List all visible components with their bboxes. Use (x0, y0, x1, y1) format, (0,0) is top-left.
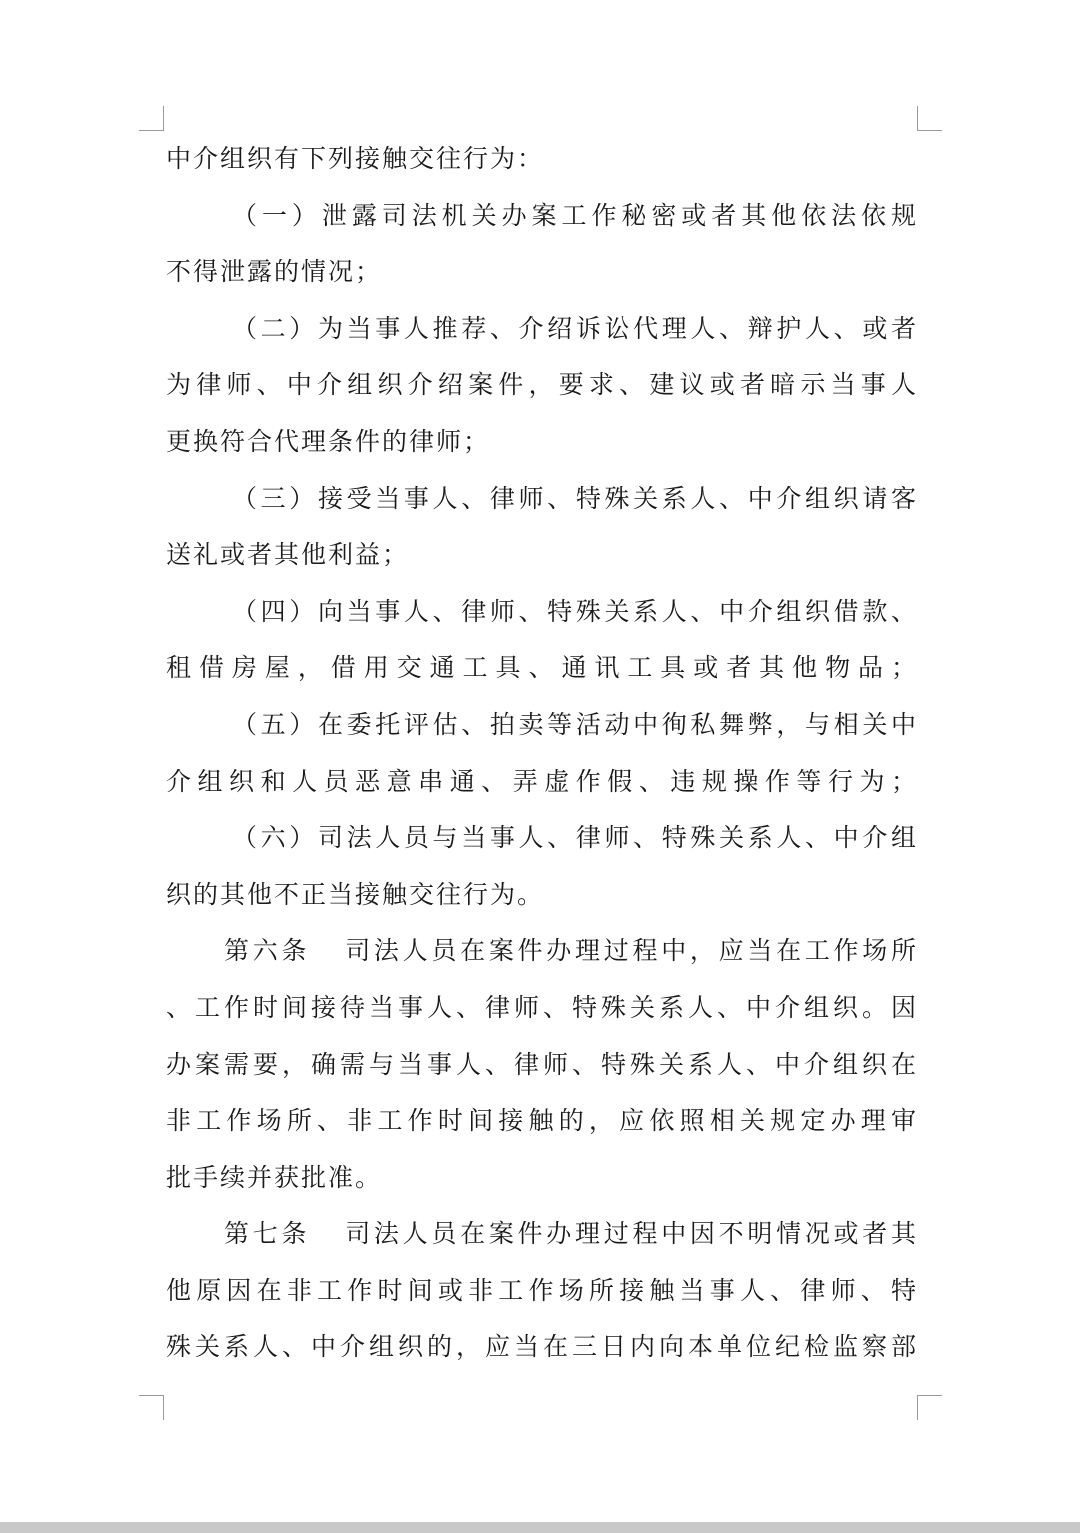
text-line: （六）司法人员与当事人、律师、特殊关系人、中介组 (232, 823, 918, 853)
text-line: 非工作场所、非工作时间接触的，应依照相关规定办理审 (166, 1106, 918, 1136)
text-line: 送礼或者其他利益； (166, 540, 410, 570)
page-bottom-edge (0, 1522, 1080, 1533)
margin-corner-top-left (139, 106, 164, 131)
text-line: 更换符合代理条件的律师； (166, 426, 491, 456)
margin-corner-top-right (917, 106, 942, 131)
article-heading-line: 第六条 司法人员在案件办理过程中，应当在工作场所 (224, 936, 918, 966)
article-heading-line: 第七条 司法人员在案件办理过程中因不明情况或者其 (224, 1219, 918, 1249)
text-line: 他原因在非工作时间或非工作场所接触当事人、律师、特 (166, 1275, 918, 1305)
text-line: 批手续并获批准。 (166, 1162, 383, 1192)
text-line: （五）在委托评估、拍卖等活动中徇私舞弊，与相关中 (232, 709, 918, 739)
text-line: 殊关系人、中介组织的，应当在三日内向本单位纪检监察部 (166, 1332, 918, 1362)
text-line: （二）为当事人推荐、介绍诉讼代理人、辩护人、或者 (232, 313, 918, 343)
text-line: 不得泄露的情况； (166, 257, 383, 287)
text-line: 介组织和人员恶意串通、弄虚作假、违规操作等行为； (166, 766, 918, 796)
text-line: 办案需要，确需与当事人、律师、特殊关系人、中介组织在 (166, 1049, 918, 1079)
text-line: 为律师、中介组织介绍案件，要求、建议或者暗示当事人 (166, 370, 918, 400)
text-line: 租借房屋，借用交通工具、通讯工具或者其他物品； (166, 653, 918, 683)
text-line: （四）向当事人、律师、特殊关系人、中介组织借款、 (232, 596, 918, 626)
margin-corner-bottom-right (917, 1395, 942, 1420)
margin-corner-bottom-left (139, 1395, 164, 1420)
text-line: 、工作时间接待当事人、律师、特殊关系人、中介组织。因 (166, 992, 918, 1022)
text-line: 织的其他不正当接触交往行为。 (166, 879, 545, 909)
document-body (166, 131, 918, 1376)
text-line: 中介组织有下列接触交往行为： (166, 144, 545, 173)
text-line: （三）接受当事人、律师、特殊关系人、中介组织请客 (232, 483, 918, 513)
text-line: （一）泄露司法机关办案工作秘密或者其他依法依规 (232, 200, 918, 230)
